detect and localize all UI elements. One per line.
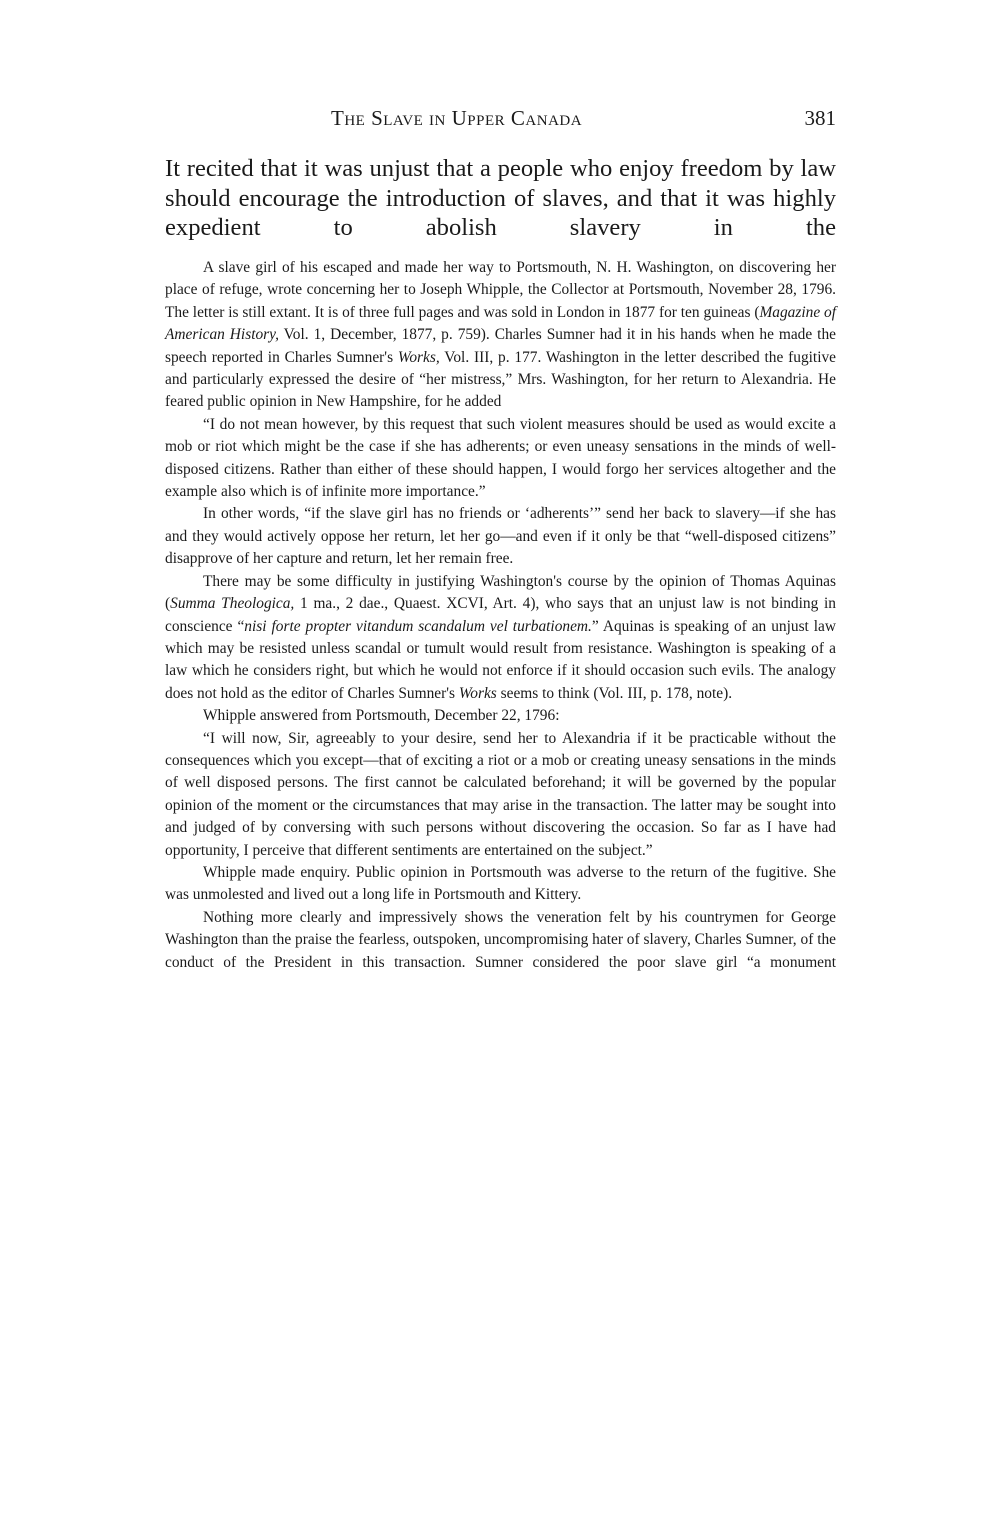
footnote-quotation: “I will now, Sir, agreeably to your desire, send her to Alexandria if it be practicable without the consequences which you except—that of exciting a riot or a mob or creating uneasy sensations in the minds of well disposed persons. The first cannot be calculated beforehand; it will be governed by the popular opinion of the moment or the circumstances that may arise in the transaction. The latter may be sought into and judged of by conversing with such persons without discovering the occasion. So far as I have had opportunity, I perceive that different sentiments are entertained on the subject.” (165, 729, 836, 859)
footnote-text: ” Aquinas is speaking of an unjust law which may be resisted unless scandal or tumult would result from resistance. Washington is speaking of a law which he considers right, but which he would not enforce if it should occasion such evils. The analogy does not hold as the editor of Charles Sumner's (165, 617, 837, 702)
footnote-text: Vol. III, p. 177. Washington in the letter described the fugitive and particularly expressed the desire of “her mistress,” Mrs. Washington, for her return to Alexandria. He feared public opinion in New Hampshire, for he added (165, 348, 837, 411)
footnote-paragraph: In other words, “if the slave girl has no friends or ‘adherents’” send her back to slavery—if she has and they would actively oppose her return, let her go—and even if it only be that “well-disposed citizens” disapprove of her capture and return, let her remain free. (165, 505, 836, 568)
footnote-text: There may be some difficulty in justifying Washington's course by the opinion of Thomas Aquinas ( (165, 572, 836, 613)
running-head (165, 106, 836, 136)
footnote-paragraph (165, 257, 836, 414)
footnote-text: A slave girl of his escaped and made her way to Portsmouth, N. H. Washington, on discovering her place of refuge, wrote concerning her to Joseph Whipple, the Collector at Portsmouth, November 28, 1796. The letter is still extant. It is of three full pages and was sold in London in 1877 for ten guineas ( (165, 259, 836, 321)
footnote-paragraph (165, 571, 836, 705)
running-title: The Slave in Upper Canada (331, 106, 583, 130)
citation-title: Works (458, 684, 497, 702)
latin-quotation: nisi forte propter vitandum scandalum vel turbationem. (244, 617, 592, 635)
footnote-paragraph: Whipple made enquiry. Public opinion in Portsmouth was adverse to the return of the fugitive. She was unmolested and lived out a long life in Portsmouth and Kittery. (165, 863, 836, 904)
body-paragraph: It recited that it was unjust that a people who enjoy freedom by law should encourage the introduction of slaves, and that it was highly expedient to abolish slavery in the (165, 155, 836, 241)
footnote (165, 257, 836, 974)
citation-title: Summa Theologica, (170, 595, 295, 613)
footnote-paragraph: Nothing more clearly and impressively shows the veneration felt by his countrymen for George Washington than the praise the fearless, outspoken, uncompromising hater of slavery, Charles Sumner, of the conduct of the President in this transaction. Sumner considered the poor slave girl “a monument (165, 908, 836, 971)
citation-title: Works, (397, 348, 440, 366)
footnote-text: Vol. 1, December, 1877, p. 759). Charles Sumner had it in his hands when he made the speech reported in Charles Sumner's (165, 326, 836, 366)
footnote-text: seems to think (Vol. III, p. 178, note). (496, 684, 733, 702)
footnote-paragraph: Whipple answered from Portsmouth, December 22, 1796: (203, 707, 560, 725)
footnote-text: 1 ma., 2 dae., Quaest. XCVI, Art. 4), who says that an unjust law is not binding in conscience “ (165, 595, 836, 635)
footnote-quotation: “I do not mean however, by this request that such violent measures should be used as would excite a mob or riot which might be the case if she has adherents; or even uneasy sensations in the minds of well-disposed citizens. Rather than either of these should happen, I would forgo her services altogether and the example also which is of infinite more importance.” (165, 415, 836, 501)
citation-title: Magazine of American History, (165, 303, 836, 344)
page-number: 381 (804, 106, 836, 130)
